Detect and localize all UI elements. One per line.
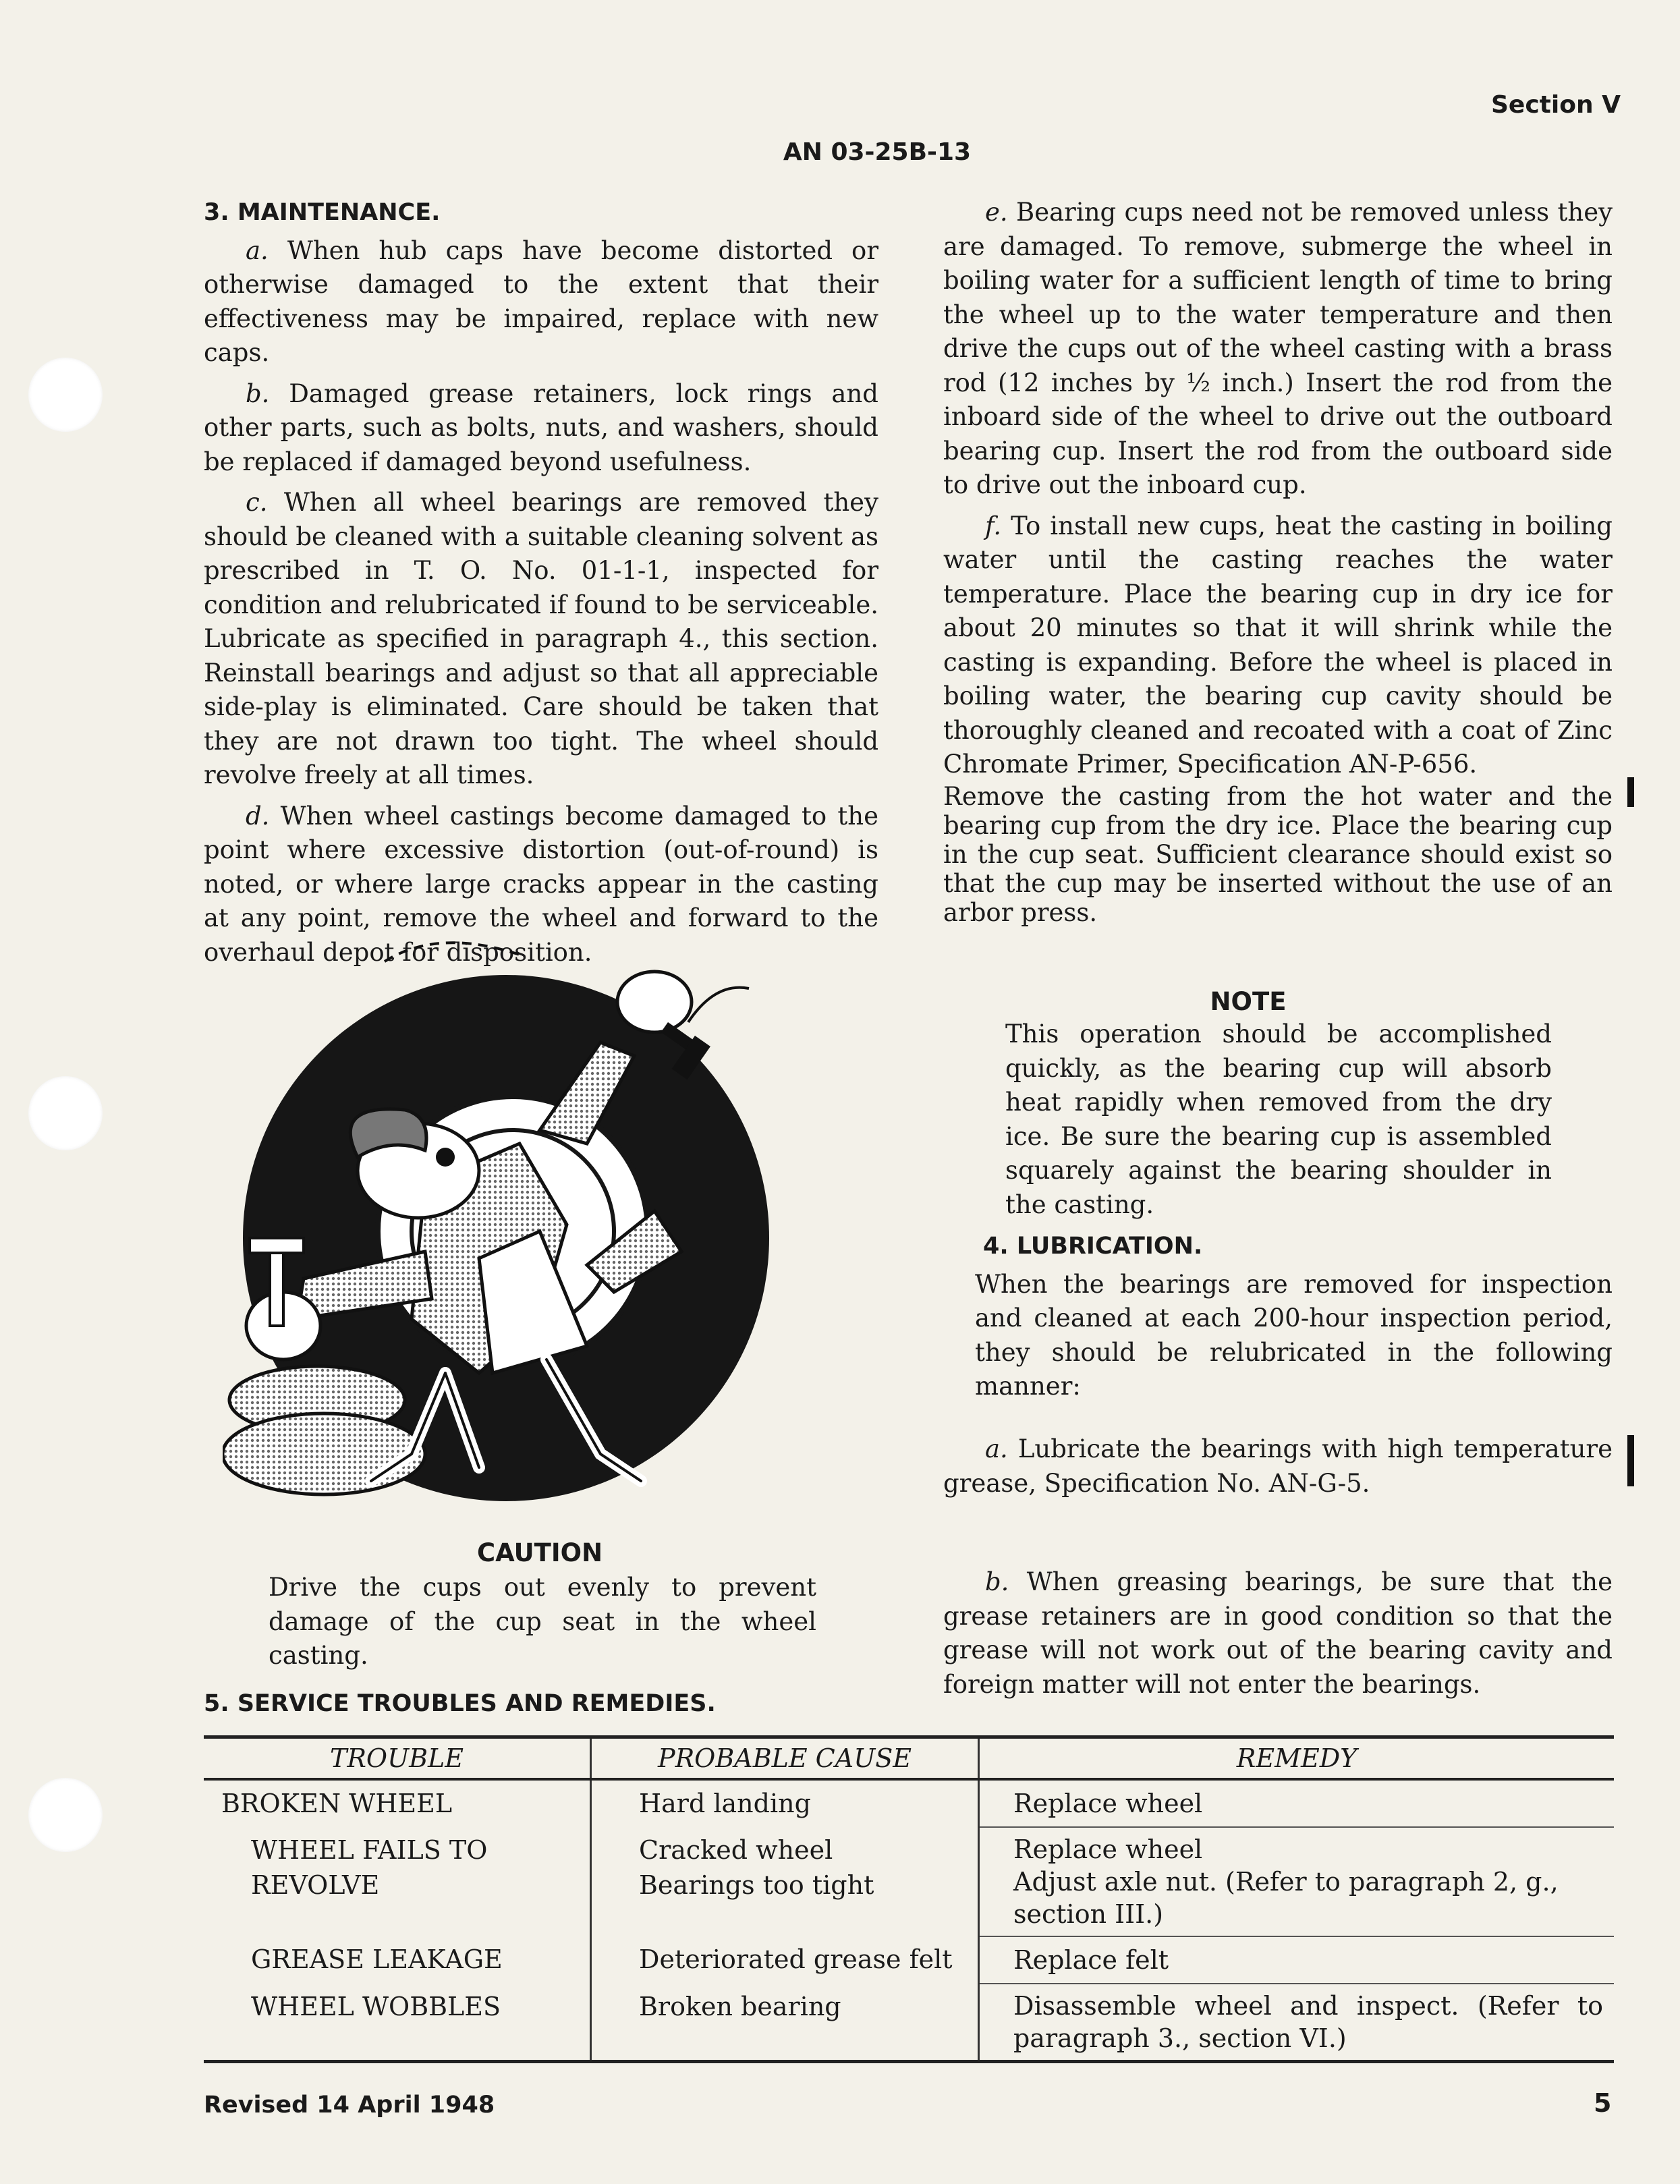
section-label: Section V [1491, 91, 1621, 119]
paragraph-c: c. When all wheel bearings are removed they should be cleaned with a suitable cleaning solvent as prescribed in T. O. No. 01-1-1, inspected for condition and relubricated if found to be serviceable. Lubricate as specified in paragraph 4., this section. Reinstall bearings and adjust so that all appreciable side-play is eliminated. Care should be taken that they are not drawn too tight. The wheel should revolve freely at all times. [204, 488, 878, 789]
trouble-cell: WHEEL FAILS TO REVOLVE [251, 1835, 488, 1900]
paragraph-a: a. When hub caps have become distorted or otherwise damaged to the extent that their effectiveness may be impaired, replace with new caps. [204, 235, 879, 367]
change-bar [1627, 777, 1634, 807]
remedy-cell: Replace felt [979, 1936, 1615, 1984]
trouble-cell: BROKEN WHEEL [221, 1789, 453, 1818]
change-bar [1627, 1435, 1634, 1486]
column-header-cause: PROBABLE CAUSE [591, 1737, 979, 1780]
table-header-row [204, 1737, 1614, 1780]
paragraph-f-continued: Remove the casting from the hot water and the bearing cup from the dry ice. Place the bearing cup in the cup seat. Sufficient clearance should exist so that the cup may be inserted without the use of an arbor press. [943, 781, 1613, 927]
service-heading: 5. SERVICE TROUBLES AND REMEDIES. [204, 1690, 716, 1717]
column-header-trouble: TROUBLE [204, 1737, 591, 1780]
cause-cell: Deteriorated grease felt [591, 1936, 979, 1984]
remedy-cell: Disassemble wheel and inspect. (Refer to paragraph 3., section VI.) [979, 1984, 1615, 2062]
maintenance-heading: 3. MAINTENANCE. [204, 199, 441, 226]
caution-title: CAUTION [476, 1538, 603, 1567]
binder-hole [28, 358, 103, 432]
paragraph-f: f. To install new cups, heat the casting in boiling water until the casting reaches the water temperature. Place the bearing cup in dry ice for about 20 minutes so that it will shrink while the casting is expanding. Before the wheel is placed in boiling water, the bearing cup cavity should be thoroughly cleaned and recoated with a coat of Zinc Chromate Primer, Specification AN-P-656. [943, 511, 1613, 779]
paragraph-b: b. Damaged grease retainers, lock rings and other parts, such as bolts, nuts, and washers, should be replaced if damaged beyond usefulness. [204, 379, 878, 476]
table-row [204, 1827, 1614, 1936]
note-title: NOTE [1210, 987, 1287, 1016]
lubrication-intro: When the bearings are removed for inspection and cleaned at each 200-hour inspection period, they should be relubricated in the following manner: [975, 1269, 1613, 1401]
paragraph-d: d. When wheel castings become damaged to the point where excessive distortion (out-of-round) is noted, or where large cracks appear in the casting at any point, remove the wheel and forward to the overhaul depot for disposition. [204, 801, 878, 967]
lubrication-a: a. Lubricate the bearings with high temperature grease, Specification No. AN-G-5. [943, 1434, 1613, 1498]
remedy-cell: Replace wheel Adjust axle nut. (Refer to paragraph 2, g., section III.) [979, 1827, 1615, 1936]
trouble-table [204, 1735, 1614, 2063]
lubrication-b: b. When greasing bearings, be sure that the grease retainers are in good condition so that the grease will not work out of the bearing cavity and foreign matter will not enter the bearings. [943, 1567, 1613, 1699]
lubrication-heading: 4. LUBRICATION. [983, 1233, 1203, 1260]
document-number: AN 03-25B-13 [783, 138, 972, 166]
page-number: 5 [1594, 2088, 1612, 2118]
cause-cell: Cracked wheel Bearings too tight [591, 1827, 979, 1936]
remedy-cell: Replace wheel [979, 1779, 1615, 1827]
trouble-cell: GREASE LEAKAGE [251, 1944, 503, 1974]
trouble-cell: WHEEL WOBBLES [204, 1984, 591, 2062]
right-column [943, 196, 1613, 934]
column-header-remedy: REMEDY [979, 1737, 1615, 1780]
lubrication-section [975, 1229, 1613, 1411]
note-text: This operation should be accomplished quickly, as the bearing cup will absorb heat rapidly when removed from the dry ice. Be sure the bearing cup is assembled squarely against the bearing shoulder in the casting. [1005, 1019, 1552, 1219]
cause-cell: Hard landing [591, 1779, 979, 1827]
mechanic-bird-illustration [223, 941, 776, 1535]
revision-date: Revised 14 April 1948 [204, 2092, 495, 2119]
cause-cell: Broken bearing [591, 1984, 979, 2062]
table-row [204, 1779, 1614, 1827]
table-row [204, 1936, 1614, 1984]
maintenance-section [204, 196, 878, 976]
paragraph-e: e. Bearing cups need not be removed unless they are damaged. To remove, submerge the wheel in boiling water for a sufficient length of time to bring the wheel up to the water temperature and then drive the cups out of the wheel casting with a brass rod (12 inches by ½ inch.) Insert the rod from the inboard side of the wheel to drive out the outboard bearing cup. Insert the rod from the outboard side to drive out the inboard cup. [943, 198, 1613, 499]
table-row [204, 1984, 1614, 2062]
binder-hole [28, 1778, 103, 1852]
caution-text: Drive the cups out evenly to prevent damage of the cup seat in the wheel casting. [269, 1573, 816, 1670]
binder-hole [28, 1076, 103, 1150]
